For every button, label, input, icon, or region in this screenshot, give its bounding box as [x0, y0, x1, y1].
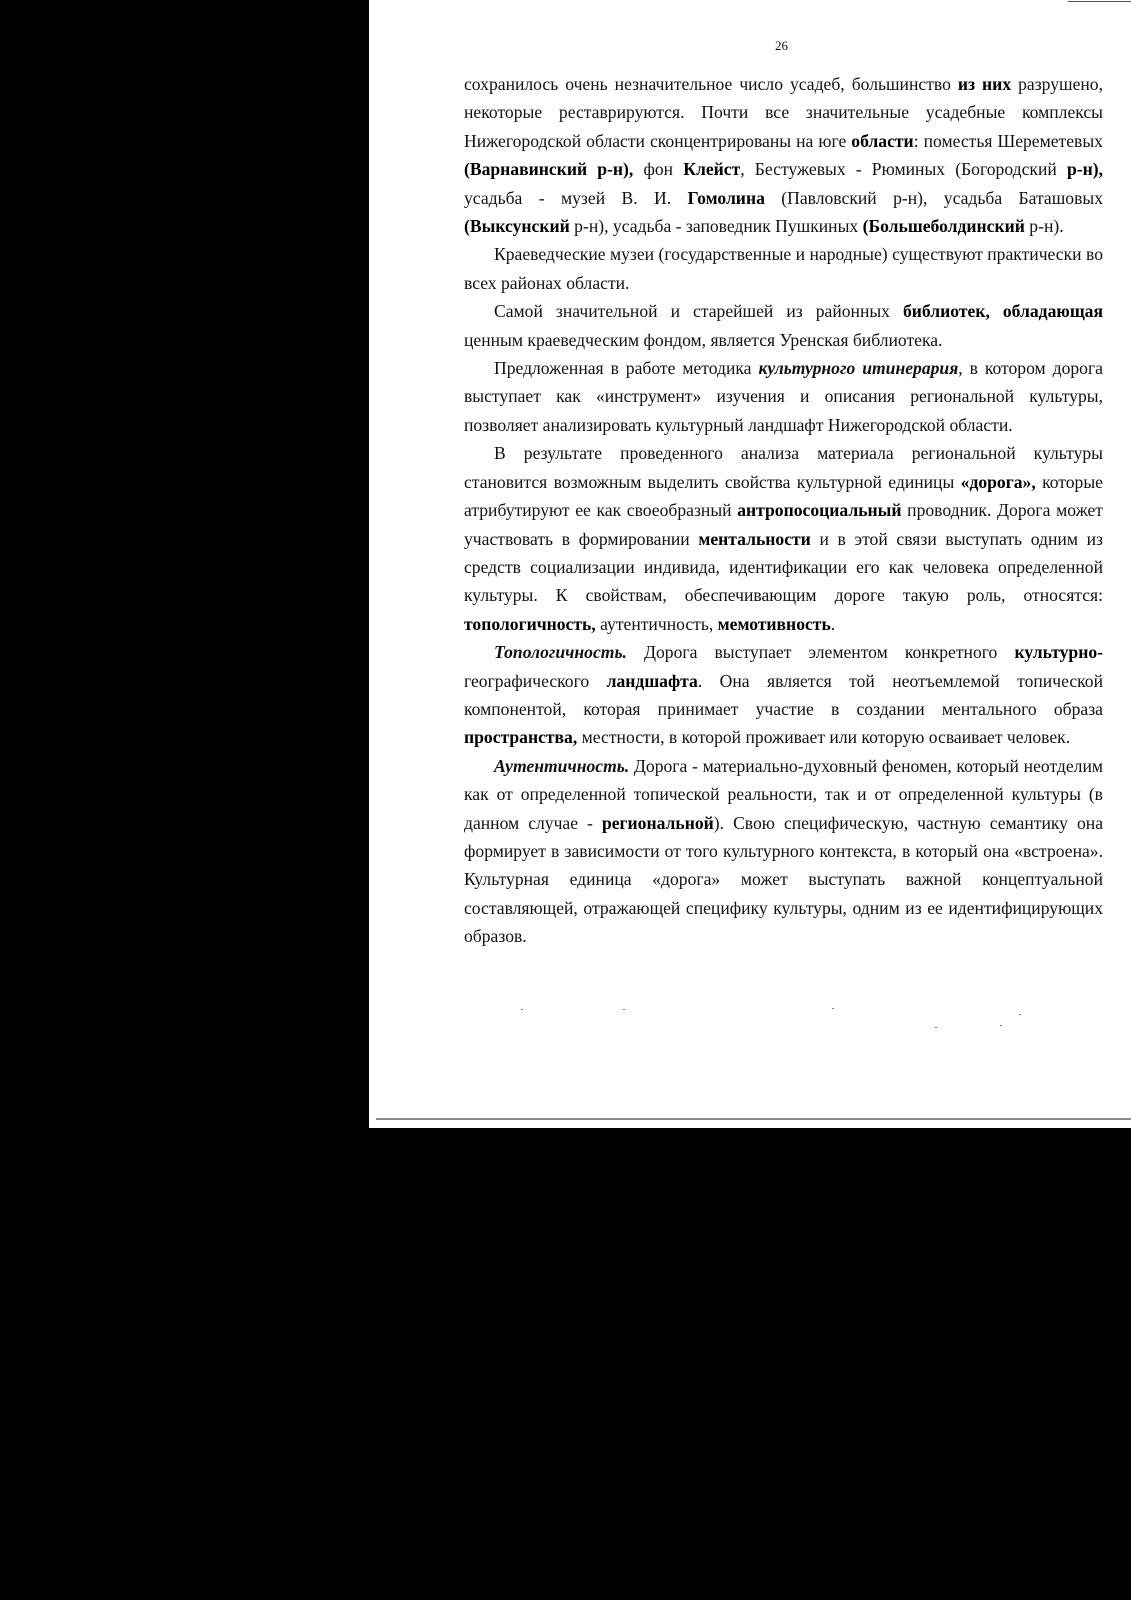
italic-term: итинерария	[862, 358, 959, 379]
bold-text: из них	[957, 74, 1012, 94]
text-run: В результате проведенного анализа материала региональной культуры становится возможным выделить свойства культурной единицы	[464, 443, 1103, 492]
text-run: проводник. Дорога может участвовать в формировании	[464, 500, 1103, 549]
paragraph	[464, 70, 1103, 240]
bold-text: области	[851, 130, 914, 151]
text-run: Самой значительной и старейшей из районных	[494, 301, 903, 322]
bold-text: региональной	[601, 812, 714, 833]
text-run: Предложенная в работе методика	[494, 358, 759, 379]
bold-text: ландшафта	[606, 670, 698, 691]
italic-term: культурного	[758, 358, 856, 379]
bold-text: (Большеболдинский	[862, 216, 1025, 237]
bold-text: библиотек, обладающая	[903, 301, 1103, 322]
text-run: ценным краеведческим фондом, является Уренская библиотека.	[464, 329, 943, 350]
paragraph	[464, 752, 1103, 951]
paragraph	[464, 638, 1103, 752]
paragraph	[464, 240, 1103, 297]
scan-speck	[623, 1009, 625, 1010]
text-run: .	[830, 613, 836, 634]
paragraph	[464, 354, 1103, 439]
bold-text: ментальности	[698, 528, 811, 549]
scan-speck	[1000, 1025, 1002, 1026]
text-run: р-н), усадьба - заповедник Пушкиных	[569, 216, 863, 237]
paragraph	[464, 297, 1103, 354]
bold-text: Гомолина	[687, 187, 765, 208]
text-run: Дорога - материально-духовный феномен, который неотделим как от определенной топической реальности, так и от определенной культуры (в данном случае -	[464, 755, 1103, 833]
italic-term: Аутентичность.	[494, 755, 630, 776]
bold-text: топологичность,	[464, 613, 596, 634]
bold-text: мемотивность	[717, 613, 831, 634]
bold-text: «дорога»,	[960, 471, 1036, 492]
text-run: местности, в которой проживает или которую осваивает человек.	[577, 727, 1071, 748]
text-run: (Павловский р-н), усадьба Баташовых	[764, 187, 1103, 208]
scan-speck	[1019, 1014, 1021, 1015]
text-run: . Она является той неотъемлемой топической компонентой, которая принимает участие в создании ментального образа	[464, 670, 1103, 719]
text-run: усадьба - музей В. И.	[464, 187, 688, 208]
text-run: сохранилось очень незначительное число усадеб, большинство	[464, 74, 958, 94]
top-edge-rule	[1068, 1, 1131, 2]
text-run: , в котором дорога выступает как «инструмент» изучения и описания региональной культуры, позволяет анализировать культурный ландшафт Нижегородской области.	[464, 358, 1103, 435]
text-run: Дорога выступает элементом конкретного	[626, 642, 1015, 663]
scan-speck	[935, 1027, 937, 1028]
bold-text: р-н),	[1066, 159, 1103, 180]
text-run: и в этой связи выступать одним из средств социализации индивида, идентификации его как человека определенной культуры. К свойствам, обеспечивающим дороге такую роль, относятся:	[464, 528, 1103, 606]
text-run: : поместья Шереметевых	[913, 130, 1103, 151]
page-number: 26	[775, 38, 788, 53]
body-text	[464, 70, 1103, 951]
text-run: географического	[464, 670, 607, 691]
text-run: р-н).	[1024, 216, 1064, 237]
bold-text: культурно-	[1014, 642, 1103, 663]
text-run: фон	[633, 159, 684, 180]
paper-bottom-edge	[376, 1118, 1131, 1120]
bold-text: (Выксунский	[464, 216, 570, 237]
text-run: Краеведческие музеи (государственные и народные) существуют практически во всех районах области.	[464, 244, 1103, 293]
paragraph	[464, 439, 1103, 638]
italic-term: Топологичность.	[494, 642, 627, 663]
bold-text: (Варнавинский р-н),	[464, 159, 634, 180]
text-run: разрушено, некоторые реставрируются. Почти все значительные усадебные комплексы Нижегородской области сконцентрированы на юге	[464, 74, 1103, 151]
bold-text: антропосоциальный	[737, 500, 902, 521]
scan-speck	[832, 1008, 834, 1009]
bold-text: пространства,	[464, 727, 578, 748]
text-run: ). Свою специфическую, частную семантику она формирует в зависимости от того культурного контекста, в который она «встроена». Культурная единица «дорога» может выступать важной концептуальной составляющей, отражающей специфику культуры, одним из ее идентифицирующих образов.	[464, 812, 1103, 947]
text-run: аутентичность,	[595, 613, 718, 634]
text-run: которые атрибутируют ее как своеобразный	[464, 471, 1103, 521]
bold-text: Клейст	[683, 159, 741, 180]
scan-speck	[521, 1009, 523, 1010]
text-run: , Бестужевых - Рюминых (Богородский	[740, 159, 1067, 180]
